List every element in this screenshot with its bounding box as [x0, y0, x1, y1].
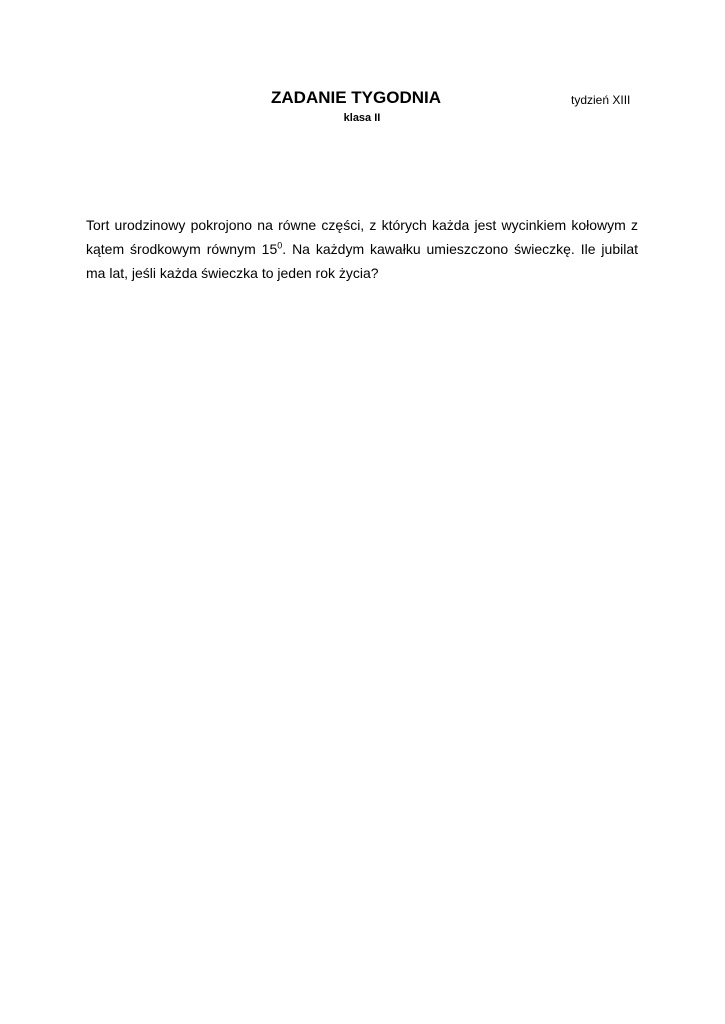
degree-superscript: 0	[277, 240, 283, 251]
page-title: ZADANIE TYGODNIA	[271, 88, 441, 107]
task-text-part-1: Tort urodzinowy pokrojono na równe części, z których każda jest wycinkiem kołowym z kątem środkowym równym 15	[86, 217, 638, 257]
task-text-part-2: . Na każdym kawałku umieszczono świeczkę. Ile jubilat ma lat, jeśli każda świeczka to jeden rok życia?	[86, 241, 639, 281]
week-label: tydzień XIII	[571, 93, 631, 107]
task-text	[86, 213, 638, 285]
class-label: klasa II	[343, 112, 381, 124]
